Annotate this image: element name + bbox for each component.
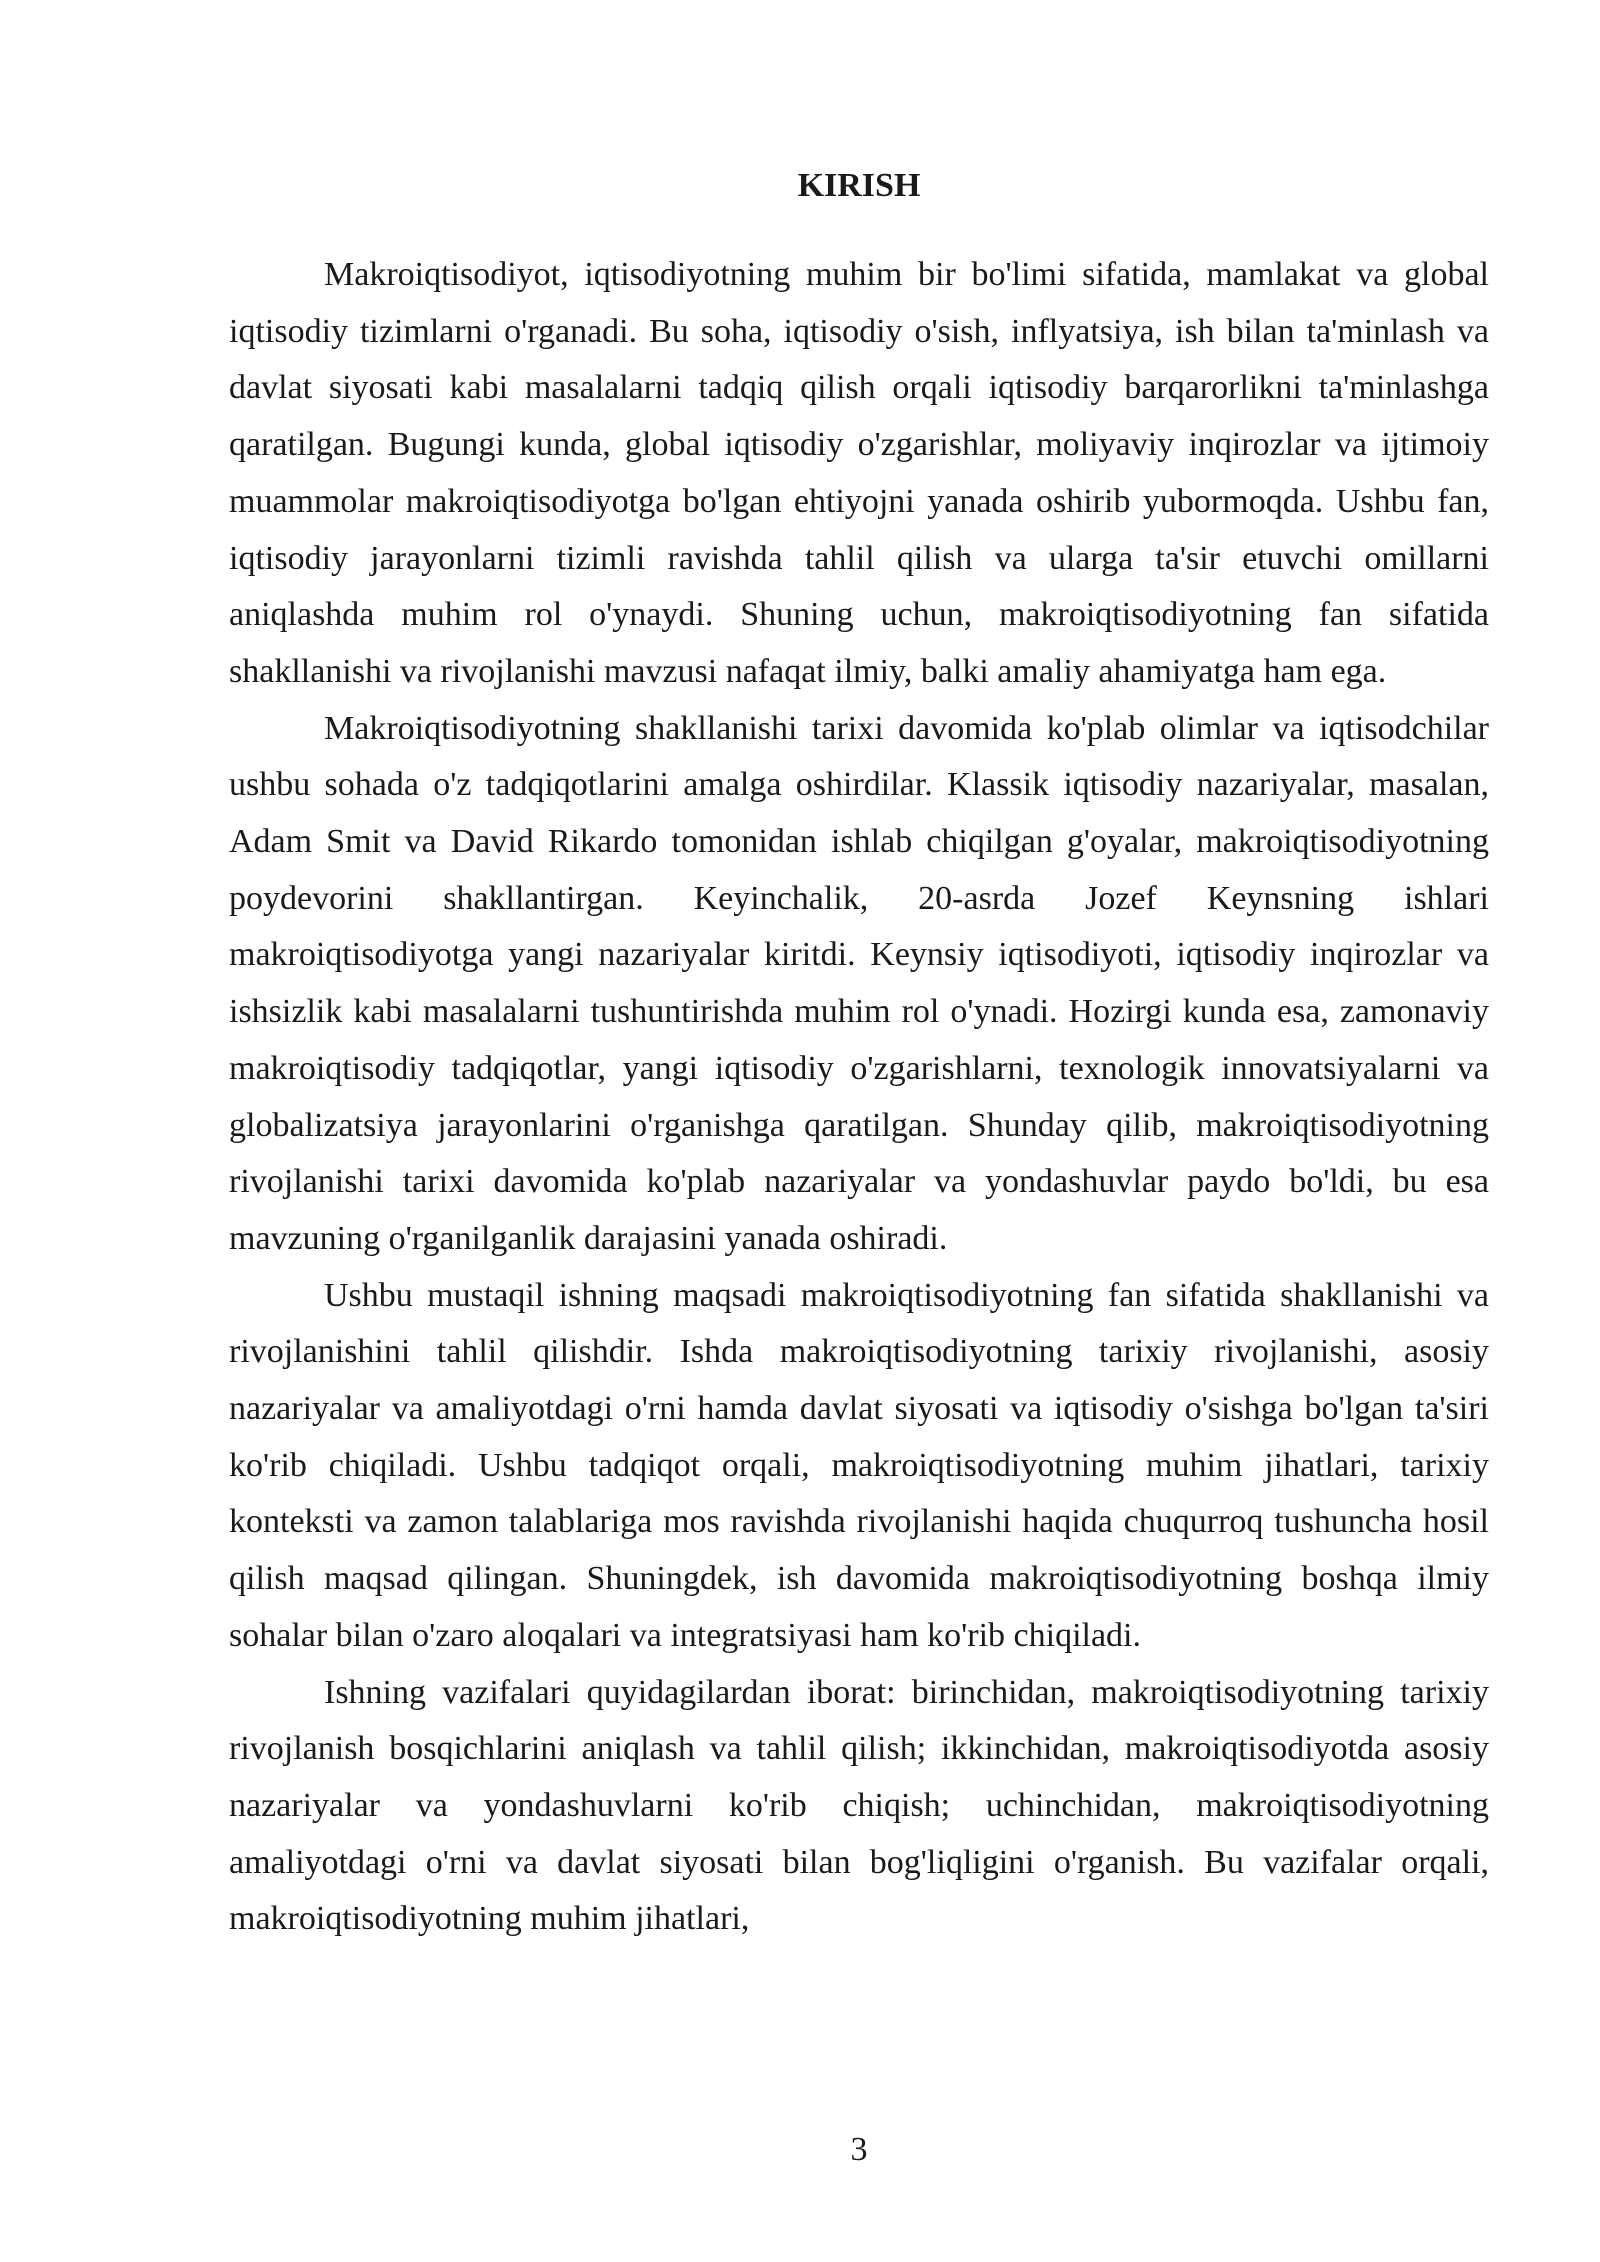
paragraph-2: Makroiqtisodiyotning shakllanishi tarixi davomida ko'plab olimlar va iqtisodchilar ushbu sohada o'z tadqiqotlarini amalga oshirdilar. Klassik iqtisodiy nazariyalar, masalan, Adam Smit va David Rikardo tomonidan ishlab chiqilgan g'oyalar, makroiqtisodiyotning poydevorini shakllantirgan. Keyinchalik, 20-asrda Jozef Keynsning ishlari makroiqtisodiyotga yangi nazariyalar kiritdi. Keynsiy iqtisodiyoti, iqtisodiy inqirozlar va ishsizlik kabi masalalarni tushuntirishda muhim rol o'ynadi. Hozirgi kunda esa, zamonaviy makroiqtisodiy tadqiqotlar, yangi iqtisodiy o'zgarishlarni, texnologik innovatsiyalarni va globalizatsiya jarayonlarini o'rganishga qaratilgan. Shunday qilib, makroiqtisodiyotning rivojlanishi tarixi davomida ko'plab nazariyalar va yondashuvlar paydo bo'ldi, bu esa mavzuning o'rganilganlik darajasini yanada oshiradi. bbox=[229, 709, 1489, 1257]
paragraph-3: Ushbu mustaqil ishning maqsadi makroiqtisodiyotning fan sifatida shakllanishi va rivojlanishini tahlil qilishdir. Ishda makroiqtisodiyotning tarixiy rivojlanishi, asosiy nazariyalar va amaliyotdagi o'rni hamda davlat siyosati va iqtisodiy o'sishga bo'lgan ta'siri ko'rib chiqiladi. Ushbu tadqiqot orqali, makroiqtisodiyotning muhim jihatlari, tarixiy konteksti va zamon talablariga mos ravishda rivojlanishi haqida chuqurroq tushuncha hosil qilish maqsad qilingan. Shuningdek, ish davomida makroiqtisodiyotning boshqa ilmiy sohalar bilan o'zaro aloqalari va integratsiyasi ham ko'rib chiqiladi. bbox=[229, 1276, 1489, 1654]
paragraph-4: Ishning vazifalari quyidagilardan iborat: birinchidan, makroiqtisodiyotning tarixiy rivojlanish bosqichlarini aniqlash va tahlil qilish; ikkinchidan, makroiqtisodiyotda asosiy nazariyalar va yondashuvlarni ko'rib chiqish; uchinchidan, makroiqtisodiyotning amaliyotdagi o'rni va davlat siyosati bilan bog'liqligini o'rganish. Bu vazifalar orqali, makroiqtisodiyotning muhim jihatlari, bbox=[229, 1673, 1489, 1938]
document-page bbox=[229, 0, 1489, 2262]
document-body bbox=[229, 247, 1489, 1948]
page-title: KIRISH bbox=[797, 167, 921, 204]
paragraph-1: Makroiqtisodiyot, iqtisodiyotning muhim bir bo'limi sifatida, mamlakat va global iqtisodiy tizimlarni o'rganadi. Bu soha, iqtisodiy o'sish, inflyatsiya, ish bilan ta'minlash va davlat siyosati kabi masalalarni tadqiq qilish orqali iqtisodiy barqarorlikni ta'minlashga qaratilgan. Bugungi kunda, global iqtisodiy o'zgarishlar, moliyaviy inqirozlar va ijtimoiy muammolar makroiqtisodiyotga bo'lgan ehtiyojni yanada oshirib yubormoqda. Ushbu fan, iqtisodiy jarayonlarni tizimli ravishda tahlil qilish va ularga ta'sir etuvchi omillarni aniqlashda muhim rol o'ynaydi. Shuning uchun, makroiqtisodiyotning fan sifatida shakllanishi va rivojlanishi mavzusi nafaqat ilmiy, balki amaliy ahamiyatga ham ega. bbox=[229, 256, 1489, 690]
page-number: 3 bbox=[850, 2131, 868, 2168]
